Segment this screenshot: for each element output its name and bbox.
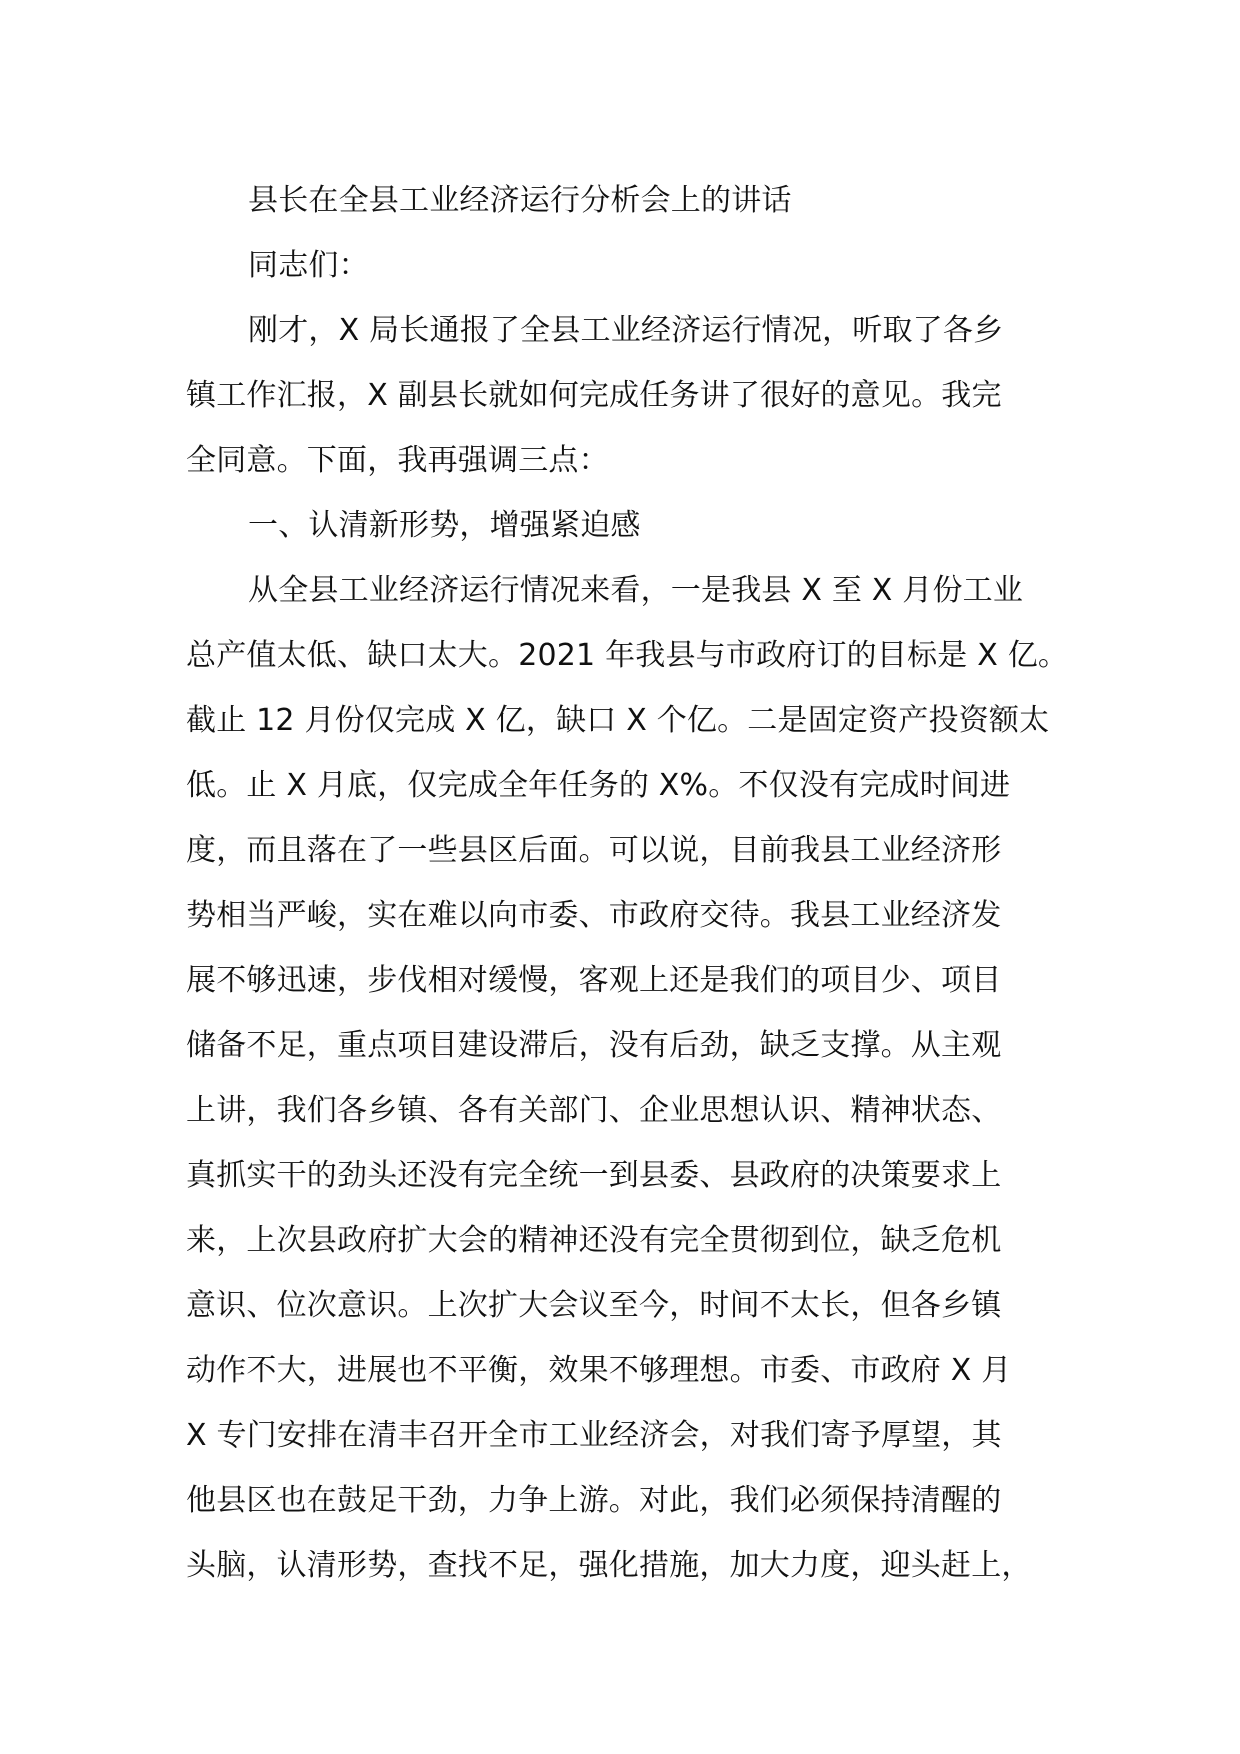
paragraph-1 [186,298,1056,493]
paragraph-line: 头脑，认清形势，查找不足，强化措施，加大力度，迎头赶上， [186,1548,1032,1583]
paragraph-line: 储备不足，重点项目建设滞后，没有后劲，缺乏支撑。从主观 [186,1028,1002,1063]
paragraph-line: 镇工作汇报，X 副县长就如何完成任务讲了很好的意见。我完 [186,378,1002,413]
paragraph-line: 从全县工业经济运行情况来看，一是我县 X 至 X 月份工业 [248,573,1024,608]
paragraph-line: 真抓实干的劲头还没有完全统一到县委、县政府的决策要求上 [186,1158,1002,1193]
paragraph-line: 总产值太低、缺口太大。2021 年我县与市政府订的目标是 X 亿。 [186,638,1069,673]
document-body [186,168,1069,1598]
paragraph-line: 展不够迅速，步伐相对缓慢，客观上还是我们的项目少、项目 [186,963,1002,998]
paragraph-line: 刚才，X 局长通报了全县工业经济运行情况，听取了各乡 [248,313,1004,348]
salutation: 同志们： [248,248,369,283]
section-heading-1: 一、认清新形势，增强紧迫感 [248,508,641,543]
paragraph-line: X 专门安排在清丰召开全市工业经济会，对我们寄予厚望，其 [186,1418,1002,1453]
paragraph-line: 低。止 X 月底，仅完成全年任务的 X%。不仅没有完成时间进 [186,768,1011,803]
paragraph-2 [186,558,1069,1598]
paragraph-line: 来，上次县政府扩大会的精神还没有完全贯彻到位，缺乏危机 [186,1223,1002,1258]
document-title: 县长在全县工业经济运行分析会上的讲话 [248,183,792,218]
paragraph-line: 意识、位次意识。上次扩大会议至今，时间不太长，但各乡镇 [186,1288,1002,1323]
paragraph-line: 全同意。下面，我再强调三点： [186,443,609,478]
paragraph-line: 他县区也在鼓足干劲，力争上游。对此，我们必须保持清醒的 [186,1483,1002,1518]
paragraph-line: 上讲，我们各乡镇、各有关部门、企业思想认识、精神状态、 [186,1093,1002,1128]
paragraph-line: 势相当严峻，实在难以向市委、市政府交待。我县工业经济发 [186,898,1002,933]
paragraph-line: 截止 12 月份仅完成 X 亿，缺口 X 个亿。二是固定资产投资额太 [186,703,1050,738]
paragraph-line: 度，而且落在了一些县区后面。可以说，目前我县工业经济形 [186,833,1002,868]
paragraph-line: 动作不大，进展也不平衡，效果不够理想。市委、市政府 X 月 [186,1353,1012,1388]
